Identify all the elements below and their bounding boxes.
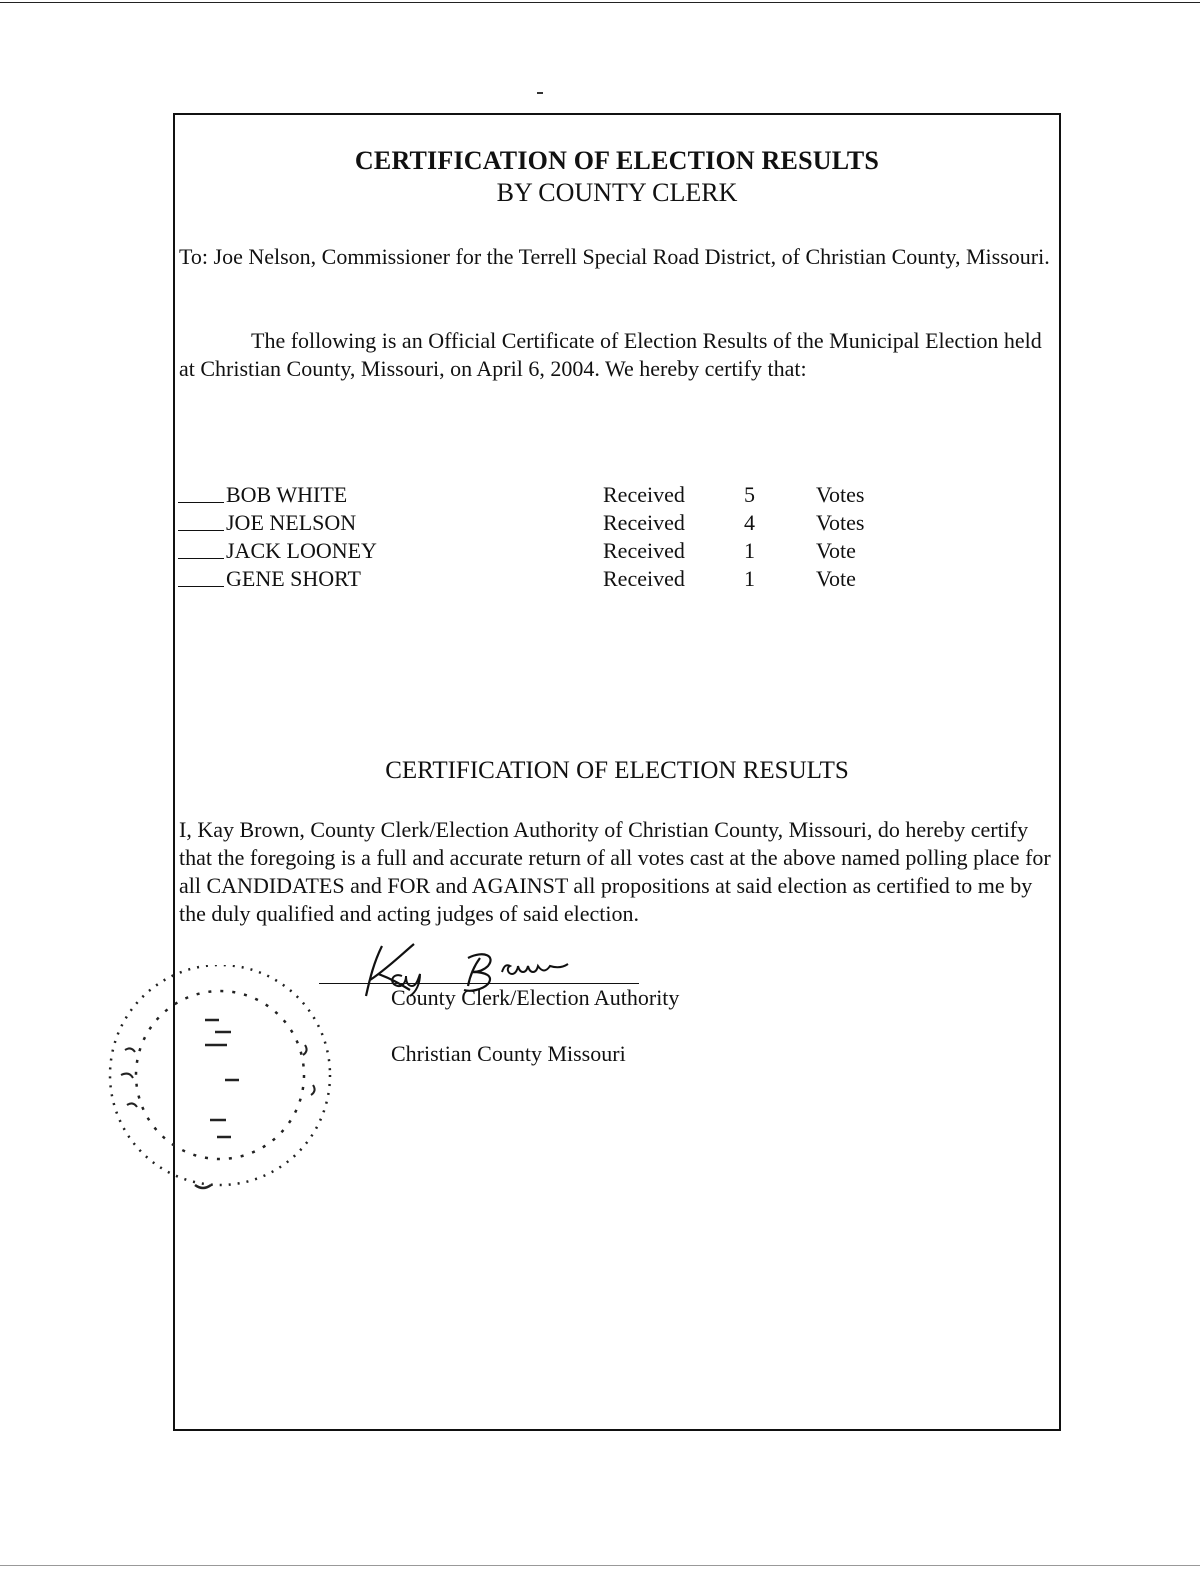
vote-count: 5 <box>744 482 755 507</box>
received-label: Received <box>603 566 685 591</box>
received-label: Received <box>603 482 685 507</box>
county-seal-stamp <box>105 965 340 1200</box>
addressee-paragraph: To: Joe Nelson, Commissioner for the Terrell Special Road District, of Christian County, Missouri. <box>179 244 1050 269</box>
result-row <box>178 481 1058 509</box>
intro-paragraph: The following is an Official Certificate of Election Results of the Municipal Election held at Christian County, Missouri, on April 6, 2004. We hereby certify that: <box>179 328 1042 381</box>
document-title: CERTIFICATION OF ELECTION RESULTS <box>354 146 880 175</box>
candidate-name: GENE SHORT <box>226 566 361 591</box>
certification-paragraph: I, Kay Brown, County Clerk/Election Authority of Christian County, Missouri, do hereby certify that the foregoing is a full and accurate return of all votes cast at the above named polling place for all CANDIDATES and FOR and AGAINST all propositions at said election as certified to me by the duly qualified and acting judges of said election. <box>179 817 1051 926</box>
scan-edge-bottom <box>0 1565 1200 1566</box>
county-name: Christian County Missouri <box>391 1041 626 1066</box>
vote-unit: Vote <box>816 566 856 591</box>
scan-speck <box>537 92 543 94</box>
received-label: Received <box>603 538 685 563</box>
vote-unit: Votes <box>816 482 865 507</box>
vote-count: 1 <box>744 538 755 563</box>
vote-count: 4 <box>744 510 755 535</box>
certification-heading: CERTIFICATION OF ELECTION RESULTS <box>385 757 849 784</box>
candidate-name: BOB WHITE <box>226 482 348 507</box>
vote-unit: Vote <box>816 538 856 563</box>
check-blank <box>178 502 224 503</box>
candidate-name: JACK LOONEY <box>226 538 377 563</box>
result-row <box>178 509 1058 537</box>
document-subtitle: BY COUNTY CLERK <box>496 178 738 207</box>
check-blank <box>178 586 224 587</box>
vote-unit: Votes <box>816 510 865 535</box>
result-row <box>178 565 1058 593</box>
check-blank <box>178 530 224 531</box>
candidate-name: JOE NELSON <box>226 510 357 535</box>
vote-count: 1 <box>744 566 755 591</box>
result-row <box>178 537 1058 565</box>
received-label: Received <box>603 510 685 535</box>
check-blank <box>178 558 224 559</box>
signature-caption: County Clerk/Election Authority <box>391 985 680 1010</box>
scan-edge-top <box>0 2 1200 3</box>
